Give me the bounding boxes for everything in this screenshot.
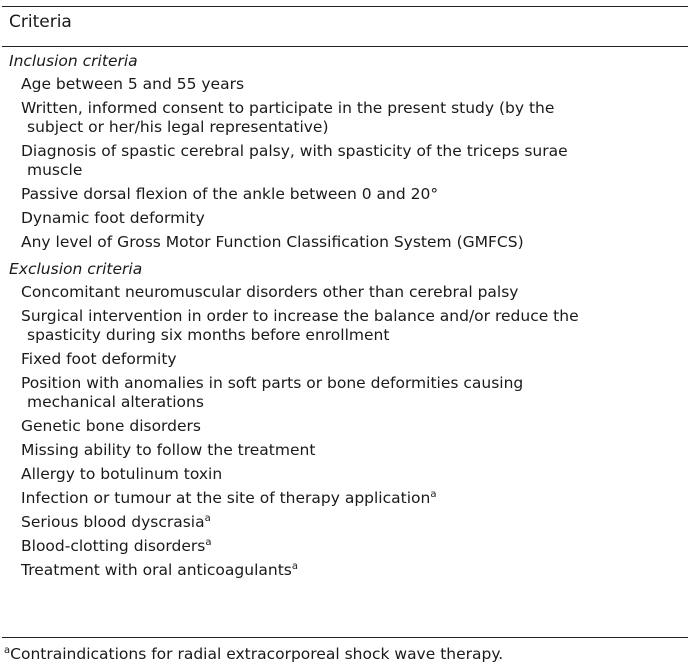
exclusion-item-text: Fixed foot deformity [21,350,177,368]
inclusion-item [0,233,700,252]
inclusion-list [0,75,700,252]
exclusion-item [0,513,700,532]
footnote-text: Contraindications for radial extracorporeal shock wave therapy. [10,645,504,663]
exclusion-item-text: Allergy to botulinum toxin [21,465,223,483]
top-rule [2,6,688,7]
inclusion-title: Inclusion criteria [9,52,138,70]
footnote-marker: a [4,644,11,656]
footnote-marker: a [205,536,212,548]
exclusion-item [0,465,700,484]
exclusion-item-text: Surgical intervention in order to increase the balance and/or reduce the [21,307,579,325]
inclusion-item [0,99,700,137]
inclusion-item-text: Dynamic foot deformity [21,209,205,227]
inclusion-item-continuation: subject or her/his legal representative) [27,118,329,136]
inclusion-item-text: Written, informed consent to participate in the present study (by the [21,99,555,117]
table-footnote [4,644,503,664]
inclusion-item-text: Age between 5 and 55 years [21,75,245,93]
inclusion-item-text: Diagnosis of spastic cerebral palsy, with spasticity of the triceps surae [21,142,568,160]
exclusion-item-text: Infection or tumour at the site of therapy application [21,489,431,507]
inclusion-item [0,185,700,204]
exclusion-item-text: Serious blood dyscrasia [21,513,205,531]
exclusion-item [0,350,700,369]
inclusion-item-continuation: muscle [27,161,83,179]
exclusion-item [0,307,700,345]
exclusion-item-text: Genetic bone disorders [21,417,201,435]
exclusion-item-text: Blood-clotting disorders [21,537,206,555]
inclusion-item-text: Passive dorsal flexion of the ankle between 0 and 20° [21,185,439,203]
exclusion-item-text: Position with anomalies in soft parts or bone deformities causing [21,374,524,392]
inclusion-item [0,75,700,94]
exclusion-item-text: Missing ability to follow the treatment [21,441,316,459]
table-body [0,51,700,585]
exclusion-item-text: Concomitant neuromuscular disorders other than cerebral palsy [21,283,519,301]
exclusion-item [0,537,700,556]
footnote-marker: a [430,488,437,500]
exclusion-title: Exclusion criteria [9,260,143,278]
exclusion-list [0,283,700,580]
exclusion-item [0,417,700,436]
exclusion-item-text: Treatment with oral anticoagulants [21,561,292,579]
inclusion-item [0,209,700,228]
exclusion-item [0,374,700,412]
exclusion-item-continuation: mechanical alterations [27,393,204,411]
inclusion-item-text: Any level of Gross Motor Function Classification System (GMFCS) [21,233,524,251]
exclusion-item [0,489,700,508]
exclusion-item [0,283,700,302]
footnote-marker: a [291,560,298,572]
inclusion-item [0,142,700,180]
header-rule [2,46,688,47]
exclusion-item [0,441,700,460]
bottom-rule [2,637,688,638]
table-header: Criteria [9,12,72,32]
exclusion-item-continuation: spasticity during six months before enrollment [27,326,390,344]
footnote-marker: a [204,512,211,524]
exclusion-item [0,561,700,580]
